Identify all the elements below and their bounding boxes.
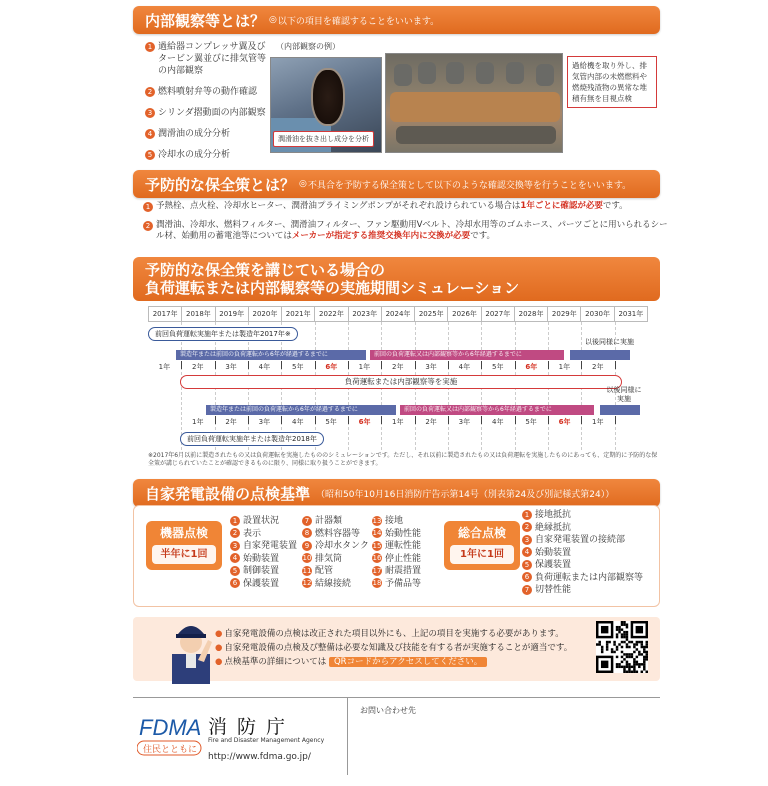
year-cell: 2031年 — [615, 306, 648, 322]
qr-code[interactable] — [596, 621, 648, 673]
year-tick — [181, 361, 182, 369]
year-tick — [548, 416, 549, 424]
check-item — [372, 528, 421, 541]
check-item-number: 8 — [302, 528, 312, 538]
year-tick — [348, 416, 349, 424]
list-item: 1 過給器コンプレッサ翼及びタービン翼並びに排気管等の内部観察 — [145, 41, 270, 77]
year-tick — [248, 361, 249, 369]
check-item-label: 切替性能 — [535, 585, 572, 595]
section-title-line2: 負荷運転または内部観察等の実施期間シミュレーション — [145, 279, 520, 297]
check-item — [230, 578, 297, 591]
year-tick — [581, 361, 582, 369]
check-item-label: 運転性能 — [385, 541, 422, 551]
year-cell: 2021年 — [282, 306, 315, 322]
check-item — [522, 534, 643, 547]
year-count-label: 5年 — [492, 363, 504, 371]
notice-item: ● 自家発電設備の点検及び整備は必要な知識及び技能を有する者が実施することが適当です。 — [215, 643, 573, 653]
year-tick — [381, 361, 382, 369]
year-count-label: 2年 — [592, 363, 604, 371]
check-item-number: 12 — [302, 579, 312, 587]
check-item — [302, 515, 369, 528]
check-item-number: 10 — [302, 554, 312, 562]
year-count-label: 1年 — [358, 363, 371, 371]
bottom-arrow-second: 前回の負荷運転又は内部観察等から6年経過するまでに — [400, 405, 594, 415]
year-tick — [348, 361, 349, 369]
year-tick — [415, 361, 416, 369]
check-item-label: 燃料容器等 — [315, 528, 361, 539]
year-header — [148, 306, 648, 322]
check-item — [302, 565, 369, 578]
year-tick — [315, 416, 316, 424]
year-cell: 2026年 — [448, 306, 481, 322]
check-item-label: 冷却水タンク — [315, 541, 369, 551]
year-count-label: 1年 — [592, 418, 604, 426]
check-item-number: 1 — [522, 510, 532, 520]
bottom-start-label: 前回負荷運転実施年または製造年2018年 — [180, 432, 324, 446]
year-tick — [548, 361, 549, 369]
check-item-number: 3 — [522, 535, 532, 545]
year-count-label: 1年 — [392, 418, 404, 426]
check-item — [302, 578, 369, 591]
list-item: 2 燃料噴射弁等の動作確認 — [145, 86, 270, 98]
year-cell: 2025年 — [415, 306, 448, 322]
year-cell: 2019年 — [216, 306, 249, 322]
check-item-label: 始動性能 — [385, 528, 422, 539]
list-item: 1 予熱栓、点火栓、冷却水ヒーター、潤滑油プライミングポンプがそれぞれ設けられている場合は1年ごとに確認が必要です。 — [143, 201, 668, 212]
total-col — [522, 509, 643, 597]
load-operation-bar: 負荷運転または内部観察等を実施 — [180, 375, 622, 389]
photo-caption-lubricant: 潤滑油を抜き出し成分を分析 — [273, 131, 374, 147]
check-item — [372, 553, 421, 566]
year-count-label: 2年 — [225, 418, 237, 426]
firefighter-illustration — [168, 614, 214, 684]
check-item-label: 排気筒 — [315, 553, 343, 564]
check-item-number: 17 — [372, 566, 382, 575]
year-count-label: 3年 — [225, 363, 237, 371]
year-cell: 2020年 — [249, 306, 282, 322]
notice-item: ● 点検基準の詳細については QRコードからアクセスしてください。 — [215, 655, 580, 669]
check-item-label: 表示 — [243, 528, 262, 539]
check-item — [230, 553, 297, 566]
check-item-number: 4 — [522, 547, 532, 557]
observation-list — [145, 41, 270, 170]
year-count-label: 3年 — [258, 418, 271, 426]
check-item — [522, 584, 643, 597]
check-item-label: 始動装置 — [535, 547, 572, 558]
check-item — [522, 559, 643, 572]
year-tick — [481, 361, 482, 369]
section-title: 内部観察等とは？ — [145, 11, 266, 30]
footer-vertical-divider — [347, 697, 348, 775]
check-item-number: 3 — [230, 541, 240, 551]
check-item — [230, 528, 297, 541]
year-count-label: 1年 — [558, 363, 571, 371]
check-item — [522, 572, 643, 585]
check-item — [302, 540, 369, 553]
check-item-number: 18 — [372, 579, 382, 587]
year-tick — [215, 361, 216, 369]
check-item-number: 1 — [230, 516, 240, 526]
bottom-arrow-first: 製造年または前回の負荷運転から6年が経過するまでに — [206, 405, 396, 415]
year-count-label: 3年 — [425, 363, 437, 371]
section-title: 自家発電設備の点検基準 — [145, 484, 311, 503]
year-count-label: 6年 — [525, 363, 538, 371]
logo-slogan: 住民とともに — [143, 745, 198, 755]
check-item-label: 接地抵抗 — [535, 510, 572, 520]
equipment-col-1 — [230, 515, 297, 590]
year-tick — [381, 416, 382, 424]
check-item-number: 2 — [522, 522, 532, 532]
list-item: 5 冷却水の成分分析 — [145, 149, 270, 161]
year-count-label: 4年 — [292, 418, 304, 426]
year-cell: 2018年 — [182, 306, 215, 322]
top-arrow-first: 製造年または前回の負荷運転から6年が経過するまでに — [176, 350, 366, 360]
total-check-tag: 総合点検 1年に1回 — [444, 521, 520, 570]
year-tick — [448, 361, 449, 369]
equipment-cycle: 半年に1回 — [152, 545, 216, 564]
list-item: 4 潤滑油の成分分析 — [145, 128, 270, 140]
year-count-label: 4年 — [258, 363, 271, 371]
year-count-label: 6年 — [558, 418, 571, 426]
total-cycle: 1年に1回 — [450, 545, 514, 564]
check-item — [230, 565, 297, 578]
contact-label: お問い合わせ先 — [360, 706, 416, 715]
year-cell: 2024年 — [382, 306, 415, 322]
check-item-label: 自家発電装置 — [243, 541, 298, 551]
year-tick — [281, 361, 282, 369]
agency-name-en: Fire and Disaster Management Agency — [208, 737, 325, 744]
top-arrow-third — [570, 350, 630, 360]
year-tick — [481, 416, 482, 424]
year-count-label: 3年 — [458, 418, 471, 426]
check-item-number: 7 — [302, 516, 312, 526]
check-item-number: 16 — [372, 554, 382, 562]
section-header-internal-observation — [133, 6, 660, 34]
agency-name: 消防庁 — [208, 716, 296, 738]
top-repeat-note: 以後同様に実施 — [585, 338, 634, 346]
year-tick — [515, 416, 516, 424]
fdma-logo — [137, 709, 203, 765]
section-subtitle: 不具合を予防する保全策として以下のような確認交換等を行うことをいいます。 — [307, 180, 632, 191]
notice-list — [215, 627, 580, 669]
year-tick — [281, 416, 282, 424]
check-item-label: 負荷運転または内部観察等 — [535, 572, 644, 583]
marker: ◎ — [269, 15, 277, 25]
year-count-label: 5年 — [525, 418, 537, 426]
year-count-label: 6年 — [358, 418, 371, 426]
year-tick — [515, 361, 516, 369]
check-item-label: 絶縁抵抗 — [535, 522, 572, 533]
check-item-number: 5 — [522, 560, 532, 570]
check-item — [372, 515, 421, 528]
section-header-standards — [133, 479, 660, 507]
year-count-label: 2年 — [425, 418, 437, 426]
section-title: 予防的な保全策とは？ — [145, 175, 296, 194]
year-cell: 2022年 — [315, 306, 348, 322]
equipment-col-3 — [372, 515, 421, 590]
year-cell: 2027年 — [482, 306, 515, 322]
check-item — [230, 540, 297, 553]
section-subtitle: 以下の項目を確認することをいいます。 — [277, 16, 440, 27]
check-item — [522, 509, 643, 522]
check-item-number: 13 — [372, 516, 382, 525]
equipment-check-tag: 機器点検 半年に1回 — [146, 521, 222, 570]
year-tick — [448, 416, 449, 424]
qr-hint: QRコードからアクセスしてください。 — [329, 657, 487, 667]
check-item-number: 4 — [230, 553, 240, 563]
check-item-number: 2 — [230, 528, 240, 538]
check-item-number: 14 — [372, 529, 382, 537]
check-item-label: 接地 — [385, 516, 404, 526]
check-item-label: 保護装置 — [243, 578, 280, 589]
check-item — [302, 528, 369, 541]
check-item-number: 7 — [522, 585, 532, 595]
bottom-repeat-note: 以後同様に実施 — [606, 386, 642, 403]
year-tick — [615, 416, 616, 424]
year-cell: 2030年 — [581, 306, 614, 322]
year-count-label: 5年 — [325, 418, 337, 426]
check-item-number: 11 — [302, 566, 312, 575]
year-tick — [215, 416, 216, 424]
year-count-label: 1年 — [192, 418, 204, 426]
check-item — [372, 578, 421, 591]
top-start-label: 前回負荷運転実施年または製造年2017年※ — [148, 327, 298, 341]
notice-item: ● 自家発電設備の点検は改正された項目以外にも、上記の項目を実施する必要があります。 — [215, 629, 564, 639]
year-cell: 2023年 — [349, 306, 382, 322]
check-item — [522, 547, 643, 560]
check-item-label: 配管 — [315, 566, 334, 576]
year-cell: 2029年 — [548, 306, 581, 322]
check-item-number: 5 — [230, 566, 240, 576]
year-tick — [315, 361, 316, 369]
check-item-label: 予備品等 — [385, 578, 422, 589]
section-subtitle: （昭和50年10月16日消防庁告示第14号（別表第24及び別記様式第24）） — [316, 489, 615, 500]
equipment-col-2 — [302, 515, 369, 590]
simulation-footnote: ※2017年6月以前に製造されたもの又は負荷運転を実施したもののシミュレーションです。ただし、それ以前に製造されたもの又は負荷運転を実施したものにあっても、定期的に予防的な保全策が講じられていたことが確認できるものに限り、同様に取り扱うことができます。 — [148, 452, 658, 467]
photo-caption: （内部観察の例） — [276, 42, 340, 51]
agency-url-link[interactable]: http://www.fdma.go.jp/ — [208, 752, 311, 762]
check-item — [372, 565, 421, 578]
section-header-preventive — [133, 170, 660, 198]
bottom-arrow-third — [600, 405, 640, 415]
year-cell: 2017年 — [148, 306, 182, 322]
check-item-label: 計器類 — [315, 516, 343, 526]
preventive-list — [143, 201, 668, 250]
check-item — [522, 522, 643, 535]
check-item-number: 15 — [372, 541, 382, 550]
top-arrow-second: 前回の負荷運転又は内部観察等から6年経過するまでに — [370, 350, 564, 360]
check-item-label: 設置状況 — [243, 516, 280, 526]
photo-note: 過給機を取り外し、排気管内部の未燃燃料や燃焼残渣物の異常な堆積有無を目視点検 — [567, 56, 657, 108]
year-tick — [615, 361, 616, 369]
year-count-label: 2年 — [392, 363, 404, 371]
year-tick — [248, 416, 249, 424]
logo-text: FDMA — [139, 715, 202, 740]
year-count-label: 4年 — [492, 418, 504, 426]
year-count-label: 4年 — [458, 363, 471, 371]
check-item-label: 制御装置 — [243, 566, 280, 576]
year-count-label: 6年 — [325, 363, 338, 371]
check-item-label: 停止性能 — [385, 553, 422, 564]
check-item — [302, 553, 369, 566]
year-tick — [581, 416, 582, 424]
year-tick — [415, 416, 416, 424]
check-item-label: 保護装置 — [535, 560, 572, 570]
engine-photo — [385, 53, 563, 153]
check-item-number: 6 — [522, 572, 532, 582]
section-header-simulation — [133, 257, 660, 301]
check-item-label: 始動装置 — [243, 553, 280, 564]
year-count-label: 1年 — [158, 363, 171, 371]
footer-divider — [133, 697, 660, 698]
check-item-label: 結線接続 — [315, 578, 352, 589]
check-item-number: 9 — [302, 541, 312, 551]
year-cell: 2028年 — [515, 306, 548, 322]
check-item — [230, 515, 297, 528]
year-count-label: 2年 — [192, 363, 204, 371]
check-item-number: 6 — [230, 578, 240, 588]
section-title-line1: 予防的な保全策を講じている場合の — [145, 261, 386, 279]
marker: ◎ — [299, 179, 307, 189]
check-item-label: 自家発電装置の接続部 — [535, 535, 626, 545]
list-item: 3 シリンダ摺動面の内部観察 — [145, 107, 270, 119]
check-item — [372, 540, 421, 553]
year-count-label: 5年 — [292, 363, 304, 371]
check-item-label: 耐震措置 — [385, 566, 422, 576]
list-item: 2 潤滑油、冷却水、燃料フィルター、潤滑油フィルター、ファン駆動用Vベルト、冷却水用等のゴムホース、パーツごとに用いられるシール材、始動用の蓄電池等についてはメーカーが指定する推奨交換年内に交換が必要です。 — [143, 220, 668, 242]
